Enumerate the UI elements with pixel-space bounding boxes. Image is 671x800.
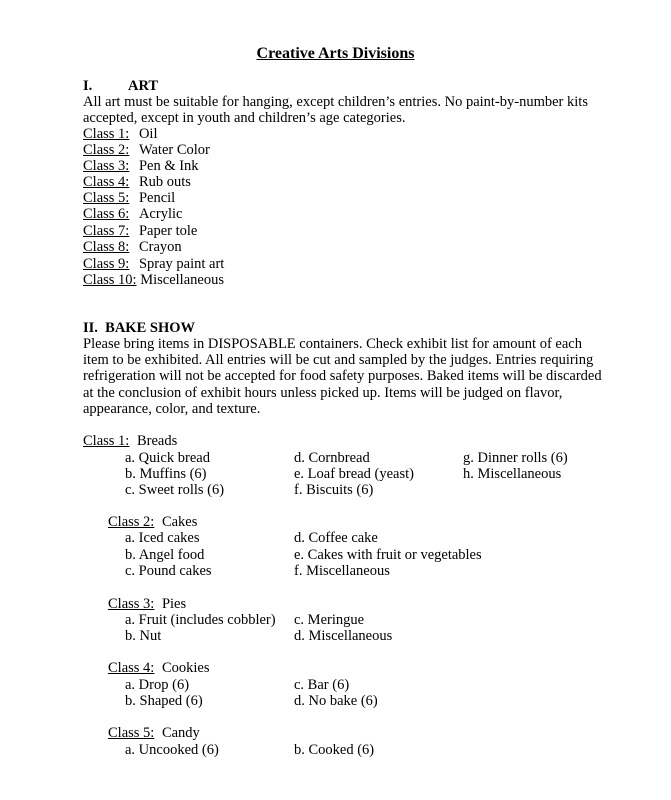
bake-class-1-item-d: d. Cornbread bbox=[294, 450, 370, 466]
bake-class-3-item-a: a. Fruit (includes cobbler) bbox=[125, 612, 276, 628]
art-class-9: Class 9: Spray paint art bbox=[83, 256, 225, 272]
bake-class-1-item-h: h. Miscellaneous bbox=[463, 466, 562, 482]
bake-class-2-item-f: f. Miscellaneous bbox=[294, 563, 390, 579]
art-class-7: Class 7: Paper tole bbox=[83, 223, 198, 239]
bake-class-1-item-f: f. Biscuits (6) bbox=[294, 482, 374, 498]
bake-class-4-item-c: c. Bar (6) bbox=[294, 677, 350, 693]
bake-class-4: Class 4: Cookies bbox=[108, 660, 210, 676]
bake-class-5-item-b: b. Cooked (6) bbox=[294, 742, 375, 758]
page-title: Creative Arts Divisions bbox=[256, 45, 415, 62]
bake-class-1-item-b: b. Muffins (6) bbox=[125, 466, 207, 482]
art-class-8: Class 8: Crayon bbox=[83, 239, 182, 255]
bake-intro: Please bring items in DISPOSABLE containers. Check exhibit list for amount of each item to be exhibited. All entries will be cut and sampled by the judges. Entries requiring refrigeration will not be accepted for food safety purposes. Baked items will be discarded at the conclusion of exhibit hours unless picked up. Items will be judged on flavor, appearance, color, and texture. bbox=[83, 336, 602, 417]
bake-class-2-item-e: e. Cakes with fruit or vegetables bbox=[294, 547, 482, 563]
art-class-3: Class 3: Pen & Ink bbox=[83, 158, 199, 174]
bake-class-2-item-d: d. Coffee cake bbox=[294, 530, 378, 546]
bake-class-2: Class 2: Cakes bbox=[108, 514, 198, 530]
bake-class-2-item-a: a. Iced cakes bbox=[125, 530, 200, 546]
bake-class-1-item-a: a. Quick bread bbox=[125, 450, 210, 466]
bake-class-3-item-d: d. Miscellaneous bbox=[294, 628, 393, 644]
art-numeral: I. bbox=[83, 78, 93, 94]
bake-class-5: Class 5: Candy bbox=[108, 725, 200, 741]
art-class-10: Class 10: Miscellaneous bbox=[83, 272, 224, 288]
bake-class-4-item-d: d. No bake (6) bbox=[294, 693, 378, 709]
bake-class-2-item-b: b. Angel food bbox=[125, 547, 205, 563]
bake-class-4-item-a: a. Drop (6) bbox=[125, 677, 190, 693]
bake-class-1-item-g: g. Dinner rolls (6) bbox=[463, 450, 568, 466]
art-class-1: Class 1: Oil bbox=[83, 126, 158, 142]
art-intro: All art must be suitable for hanging, except children’s entries. No paint-by-number kits accepted, except in youth and children’s age categories. bbox=[83, 94, 588, 127]
bake-class-3-item-c: c. Meringue bbox=[294, 612, 365, 628]
bake-class-5-item-a: a. Uncooked (6) bbox=[125, 742, 219, 758]
bake-class-1: Class 1: Breads bbox=[83, 433, 178, 449]
bake-class-4-item-b: b. Shaped (6) bbox=[125, 693, 203, 709]
art-heading: ART bbox=[128, 78, 159, 94]
bake-class-3: Class 3: Pies bbox=[108, 596, 187, 612]
art-class-6: Class 6: Acrylic bbox=[83, 206, 183, 222]
bake-class-3-item-b: b. Nut bbox=[125, 628, 162, 644]
bake-heading: II. BAKE SHOW bbox=[83, 320, 195, 336]
art-class-2: Class 2: Water Color bbox=[83, 142, 210, 158]
art-class-5: Class 5: Pencil bbox=[83, 190, 176, 206]
bake-class-1-item-e: e. Loaf bread (yeast) bbox=[294, 466, 414, 482]
art-class-4: Class 4: Rub outs bbox=[83, 174, 191, 190]
bake-class-2-item-c: c. Pound cakes bbox=[125, 563, 212, 579]
bake-class-1-item-c: c. Sweet rolls (6) bbox=[125, 482, 225, 498]
